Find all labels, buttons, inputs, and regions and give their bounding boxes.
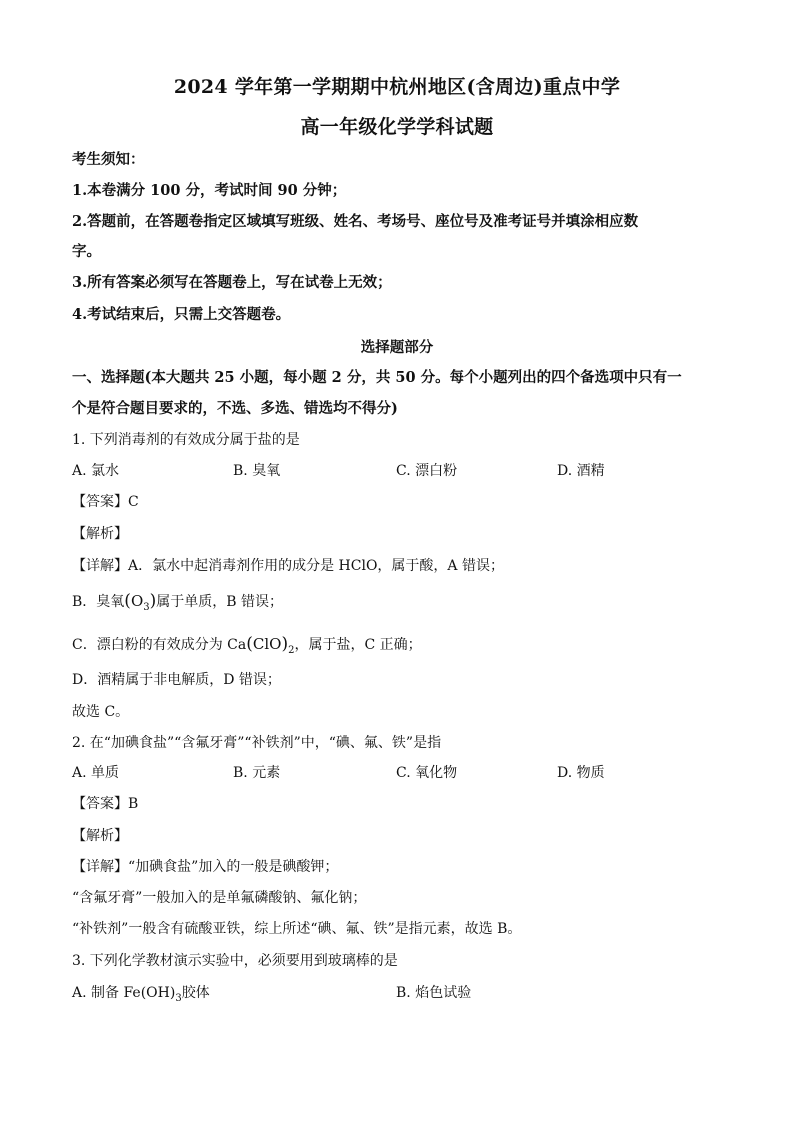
section-instruction-2: 个是符合题目要求的，不选、多选、错选均不得分) bbox=[72, 400, 398, 417]
section-instruction-1: 一、选择题(本大题共 25 小题，每小题 2 分，共 50 分。每个小题列出的四个备选项中只有一 bbox=[72, 369, 682, 386]
notice-item-2-cont: 字。 bbox=[72, 243, 101, 260]
q3-option-a: A. 制备 $Fe(OH)_3$胶体 bbox=[72, 985, 210, 1004]
q1-detail-2: B．臭氧$(O_3)$属于单质，B 错误； bbox=[72, 591, 284, 613]
notice-item-2: 2.答题前，在答题卷指定区域填写班级、姓名、考场号、座位号及准考证号并填涂相应数 bbox=[72, 213, 639, 230]
exam-title-line1: 2024 学年第一学期期中杭州地区(含周边)重点中学 bbox=[173, 76, 621, 98]
q2-stem: 2. 在“加碘食盐”“含氟牙膏”“补铁剂”中，“碘、氟、铁”是指 bbox=[72, 735, 442, 751]
q2-option-a: A. 单质 bbox=[72, 765, 120, 781]
notice-item-3: 3.所有答案必须写在答题卷上，写在试卷上无效； bbox=[72, 274, 392, 291]
q1-option-b: B. 臭氧 bbox=[233, 463, 281, 479]
notice-heading: 考生须知： bbox=[72, 151, 145, 168]
q2-analysis-label: 【解析】 bbox=[72, 828, 128, 844]
notice-item-4: 4.考试结束后，只需上交答题卷。 bbox=[72, 306, 291, 323]
section-title: 选择题部分 bbox=[360, 339, 434, 356]
q1-conclusion: 故选 C。 bbox=[72, 704, 130, 720]
exam-title-line2: 高一年级化学学科试题 bbox=[300, 116, 494, 138]
q2-answer: 【答案】B bbox=[72, 796, 139, 812]
q1-option-d: D. 酒精 bbox=[557, 463, 605, 479]
q2-option-c: C. 氧化物 bbox=[396, 765, 458, 781]
q2-option-b: B. 元素 bbox=[233, 765, 281, 781]
q1-stem: 1. 下列消毒剂的有效成分属于盐的是 bbox=[72, 432, 300, 448]
q1-answer: 【答案】C bbox=[72, 494, 139, 510]
q1-detail-1: 【详解】A．氯水中起消毒剂作用的成分是 HClO，属于酸，A 错误； bbox=[72, 558, 504, 574]
q3-option-b: B. 焰色试验 bbox=[396, 985, 472, 1001]
notice-item-1: 1.本卷满分 100 分，考试时间 90 分钟； bbox=[72, 182, 347, 199]
q2-detail-2: “含氟牙膏”一般加入的是单氟磷酸钠、氟化钠； bbox=[72, 890, 367, 906]
q2-detail-3: “补铁剂”一般含有硫酸亚铁，综上所述“碘、氟、铁”是指元素，故选 B。 bbox=[72, 921, 522, 937]
q1-analysis-label: 【解析】 bbox=[72, 526, 128, 542]
q1-detail-4: D．酒精属于非电解质，D 错误； bbox=[72, 672, 281, 688]
q2-option-d: D. 物质 bbox=[557, 765, 605, 781]
q1-option-c: C. 漂白粉 bbox=[396, 463, 458, 479]
q1-option-a: A. 氯水 bbox=[72, 463, 120, 479]
q3-stem: 3. 下列化学教材演示实验中，必须要用到玻璃棒的是 bbox=[72, 953, 398, 969]
q2-detail-1: 【详解】“加碘食盐”加入的一般是碘酸钾； bbox=[72, 859, 339, 875]
q1-detail-3: C．漂白粉的有效成分为 $Ca(ClO)_2$，属于盐，C 正确； bbox=[72, 634, 422, 656]
